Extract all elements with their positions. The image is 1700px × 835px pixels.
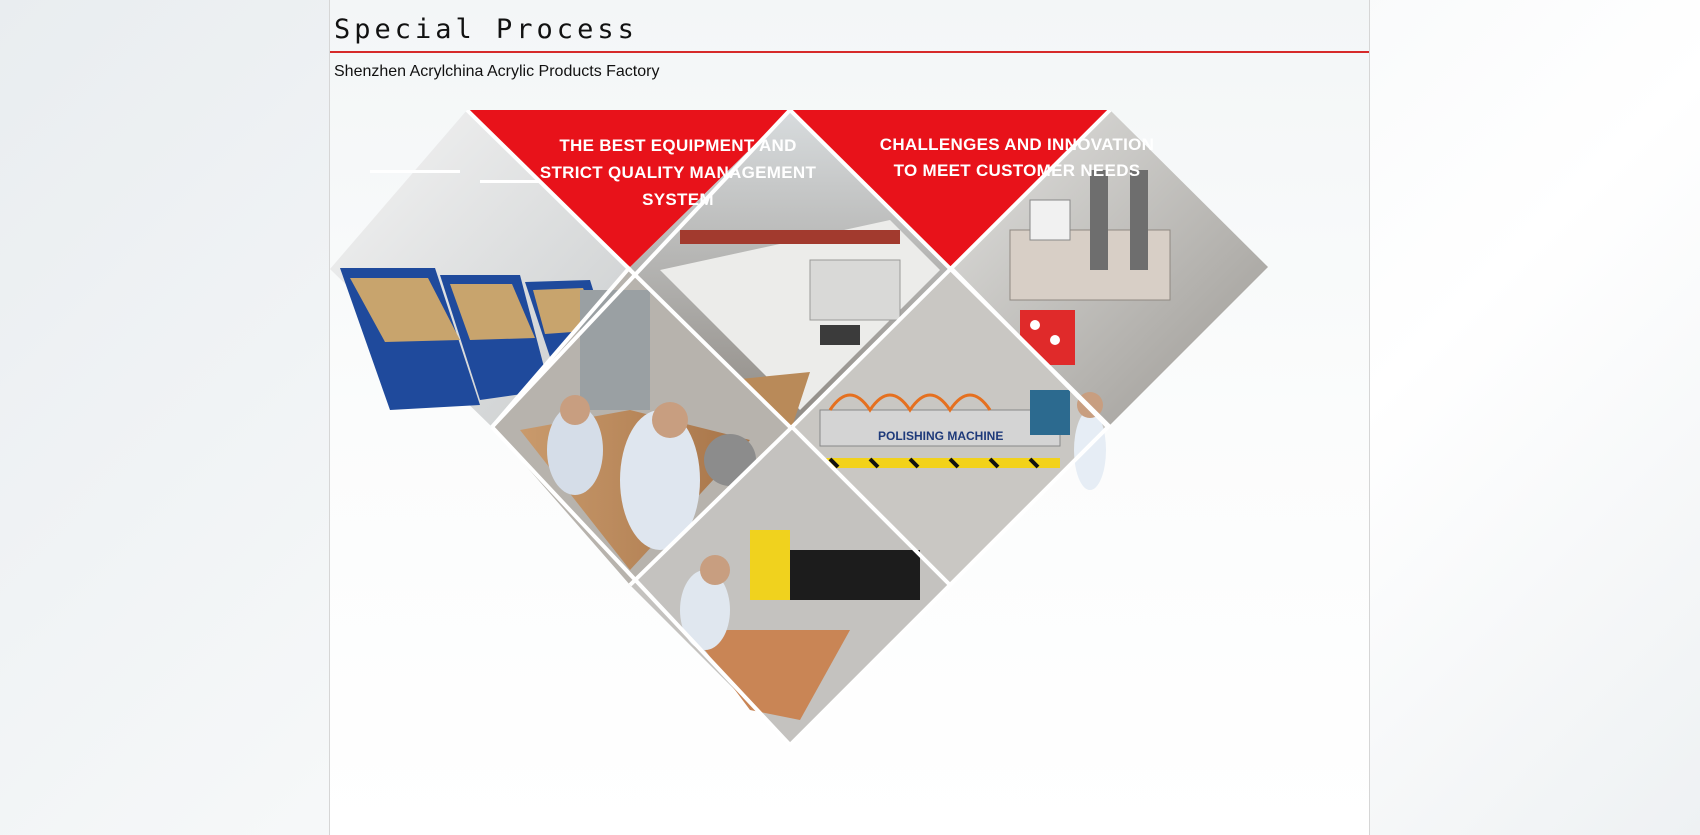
title-divider — [330, 51, 1369, 53]
polishing-machine-label: POLISHING MACHINE — [878, 429, 1004, 443]
page-subtitle: Shenzhen Acrylchina Acrylic Products Factory — [334, 63, 660, 80]
banner-left-text: THE BEST EQUIPMENT AND STRICT QUALITY MANAGEMENT SYSTEM — [539, 136, 817, 209]
banner-right-text: CHALLENGES AND INNOVATION TO MEET CUSTOMER NEEDS — [879, 135, 1155, 180]
content-page — [329, 0, 1370, 835]
page-title: Special Process — [334, 14, 638, 45]
factory-collage — [330, 110, 1371, 835]
diamond-collage-svg — [330, 110, 1371, 835]
